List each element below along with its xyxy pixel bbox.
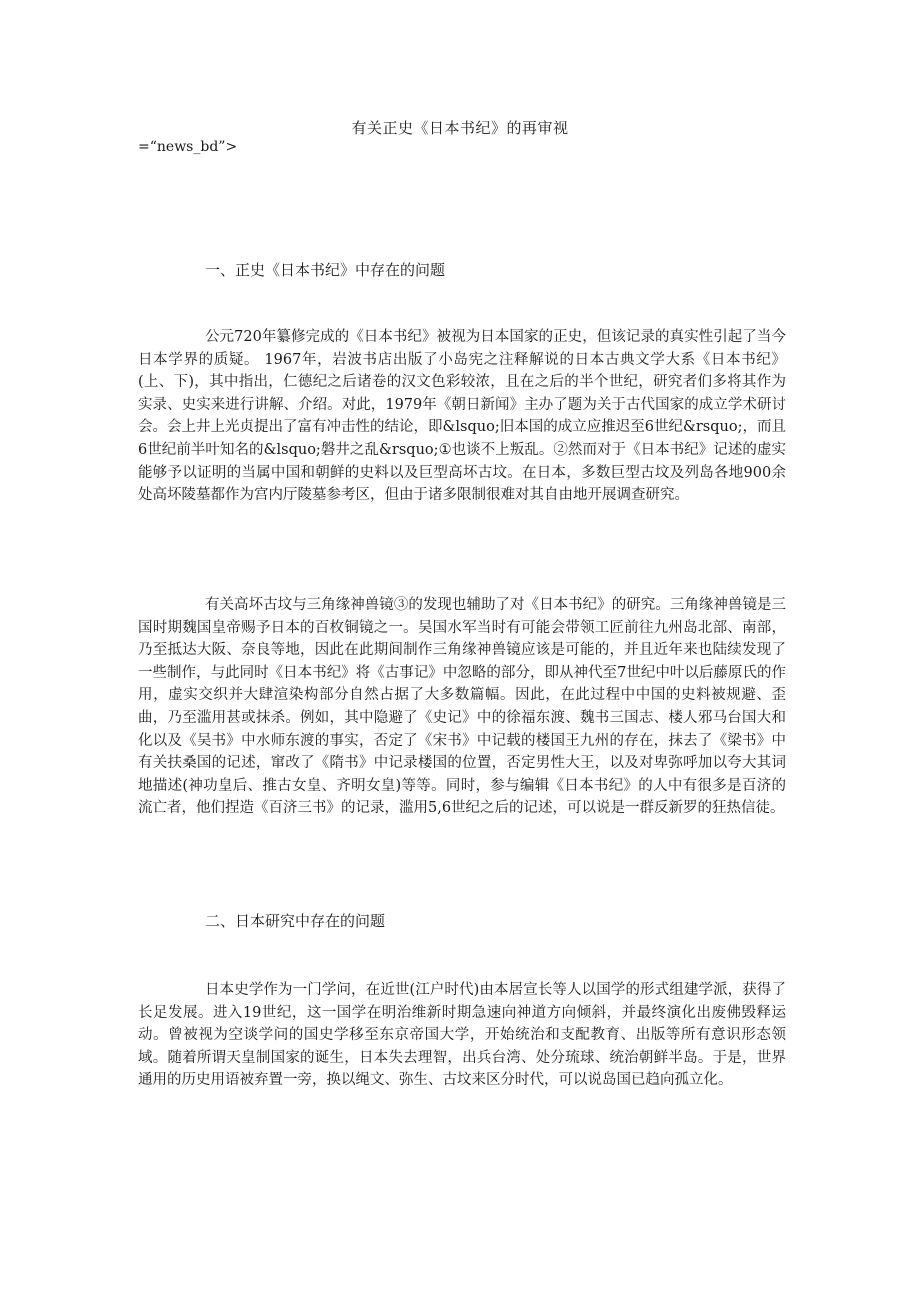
section-1-paragraph-1: 公元720年纂修完成的《日本书纪》被视为日本国家的正史，但该记录的真实性引起了当今日本学界的质疑。 1967年，岩波书店出版了小岛宪之注释解说的日本古典文学大系《日本书纪》(上、下)，其中指出，仁德纪之后诸卷的汉文色彩较浓，且在之后的半个世纪，研究者们多将其作为实录、史实来进行讲解、介绍。对此，1979年《朝日新闻》主办了题为关于古代国家的成立学术研讨会。会上井上光贞提出了富有冲击性的结论，即&lsquo;旧本国的成立应推迟至6世纪&rsquo;，而且6世纪前半叶知名的&lsquo;磐井之乱&rsquo;①也谈不上叛乱。②然而对于《日本书纪》记述的虚实能够予以证明的当属中国和朝鲜的史料以及巨型高坏古坟。在日本，多数巨型古坟及列岛各地900余处高坏陵墓都作为宫内厅陵墓参考区，但由于诸多限制很难对其自由地开展调查研究。	[138, 329, 786, 504]
section-heading-1: 一、正史《日本书纪》中存在的问题	[205, 261, 446, 279]
section-2-paragraph-1: 日本史学作为一门学问，在近世(江户时代)由本居宣长等人以国学的形式组建学派，获得了长足发展。进入19世纪，这一国学在明治维新时期急速向神道方向倾斜，并最终演化出废佛毁释运动。曾被视为空谈学问的国史学移至东京帝国大学，开始统治和支配教育、出版等所有意识形态领域。随着所谓天皇制国家的诞生，日本失去理智，出兵台湾、处分琉球、统治朝鲜半岛。于是，世界通用的历史用语被弃置一旁，换以绳文、弥生、古坟来区分时代，可以说岛国已趋向孤立化。	[138, 982, 786, 1089]
section-heading-2: 二、日本研究中存在的问题	[205, 912, 386, 930]
document-title: 有关正史《日本书纪》的再审视	[351, 119, 569, 137]
html-artifact-text: =“news_bd”>	[138, 139, 238, 155]
section-1-paragraph-2: 有关高坏古坟与三角缘神兽镜③的发现也辅助了对《日本书纪》的研究。三角缘神兽镜是三国时期魏国皇帝赐予日本的百枚铜镜之一。吴国水军当时有可能会带领工匠前往九州岛北部、南部，乃至抵达大阪、奈良等地，因此在此期间制作三角缘神兽镜应该是可能的，并且近年来也陆续发现了一些制作，与此同时《日本书纪》将《古事记》中忽略的部分，即从神代至7世纪中叶以后藤原氏的作用，虚实交织并大肆渲染构部分自然占据了大多数篇幅。因此，在此过程中中国的史料被规避、歪曲，乃至滥用甚或抹杀。例如，其中隐避了《史记》中的徐福东渡、魏书三国志、楼人邪马台国大和化以及《吴书》中水师东渡的事实，否定了《宋书》中记载的楼国王九州的存在，抹去了《梁书》中有关扶桑国的记述，窜改了《隋书》中记录楼国的位置，否定男性大王，以及对卑弥呼加以夸大其词地描述(神功皇后、推古女皇、齐明女皇)等等。同时，参与编辑《日本书纪》的人中有很多是百济的流亡者，他们捏造《百济三书》的记录，滥用5,6世纪之后的记述，可以说是一群反新罗的狂热信徒。	[138, 597, 786, 817]
